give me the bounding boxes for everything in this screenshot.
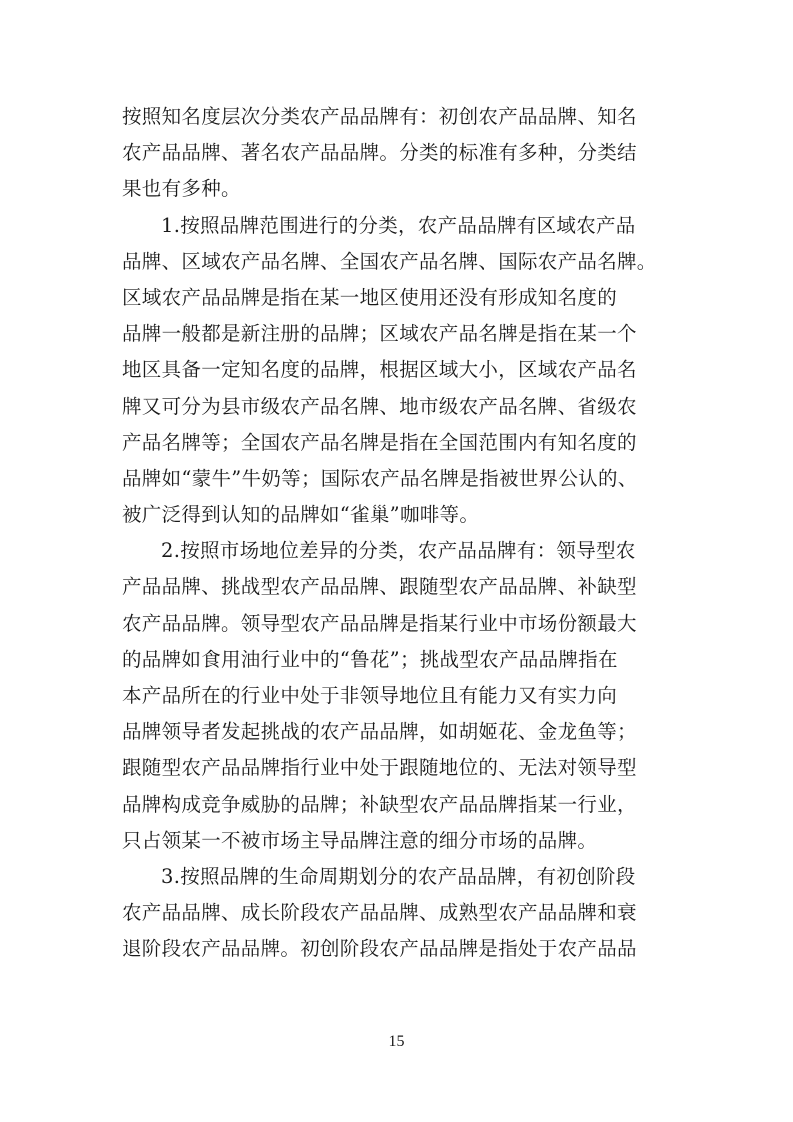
text-line: 品牌构成竞争威胁的品牌；补缺型农产品品牌指某一行业，: [122, 792, 637, 816]
page-number: 15: [388, 1033, 405, 1050]
text-line: 退阶段农产品品牌。初创阶段农产品品牌是指处于农产品品: [122, 937, 637, 961]
text-line: 产品品牌、挑战型农产品品牌、跟随型农产品品牌、补缺型: [122, 575, 637, 599]
text-line: 产品名牌等；全国农产品名牌是指在全国范围内有知名度的: [122, 430, 637, 454]
text-line: 地区具备一定知名度的品牌，根据区域大小，区域农产品名: [122, 358, 637, 382]
text-line: 只占领某一不被市场主导品牌注意的细分市场的品牌。: [122, 828, 598, 852]
body-text: [122, 99, 674, 968]
text-line: 按照知名度层次分类农产品品牌有：初创农产品品牌、知名: [122, 105, 637, 128]
text-line: 农产品品牌、著名农产品品牌。分类的标准有多种，分类结: [122, 141, 637, 165]
text-line: 3.按照品牌的生命周期划分的农产品品牌，有初创阶段: [161, 864, 636, 888]
text-line: 品牌如“蒙牛”牛奶等；国际农产品名牌是指被世界公认的、: [122, 466, 638, 490]
text-line: 的品牌如食用油行业中的“鲁花”；挑战型农产品品牌指在: [122, 647, 618, 671]
text-line: 农产品品牌。领导型农产品品牌是指某行业中市场份额最大: [122, 611, 637, 635]
text-line: 牌又可分为县市级农产品名牌、地市级农产品名牌、省级农: [122, 394, 637, 418]
text-line: 品牌领导者发起挑战的农产品品牌，如胡姬花、金龙鱼等；: [122, 720, 637, 744]
text-line: 果也有多种。: [122, 177, 241, 201]
text-line: 1.按照品牌范围进行的分类，农产品品牌有区域农产品: [161, 213, 636, 237]
text-line: 区域农产品品牌是指在某一地区使用还没有形成知名度的: [122, 285, 618, 309]
text-line: 品牌一般都是新注册的品牌；区域农产品名牌是指在某一个: [122, 322, 637, 346]
text-line: 被广泛得到认知的品牌如“雀巢”咖啡等。: [122, 503, 480, 527]
text-line: 本产品所在的行业中处于非领导地位且有能力又有实力向: [122, 684, 618, 707]
text-line: 农产品品牌、成长阶段农产品品牌、成熟型农产品品牌和衰: [122, 901, 637, 925]
text-line: 品牌、区域农产品名牌、全国农产品名牌、国际农产品名牌。: [122, 249, 657, 273]
text-line: 跟随型农产品品牌指行业中处于跟随地位的、无法对领导型: [122, 756, 637, 780]
text-line: 2.按照市场地位差异的分类，农产品品牌有：领导型农: [161, 539, 636, 563]
